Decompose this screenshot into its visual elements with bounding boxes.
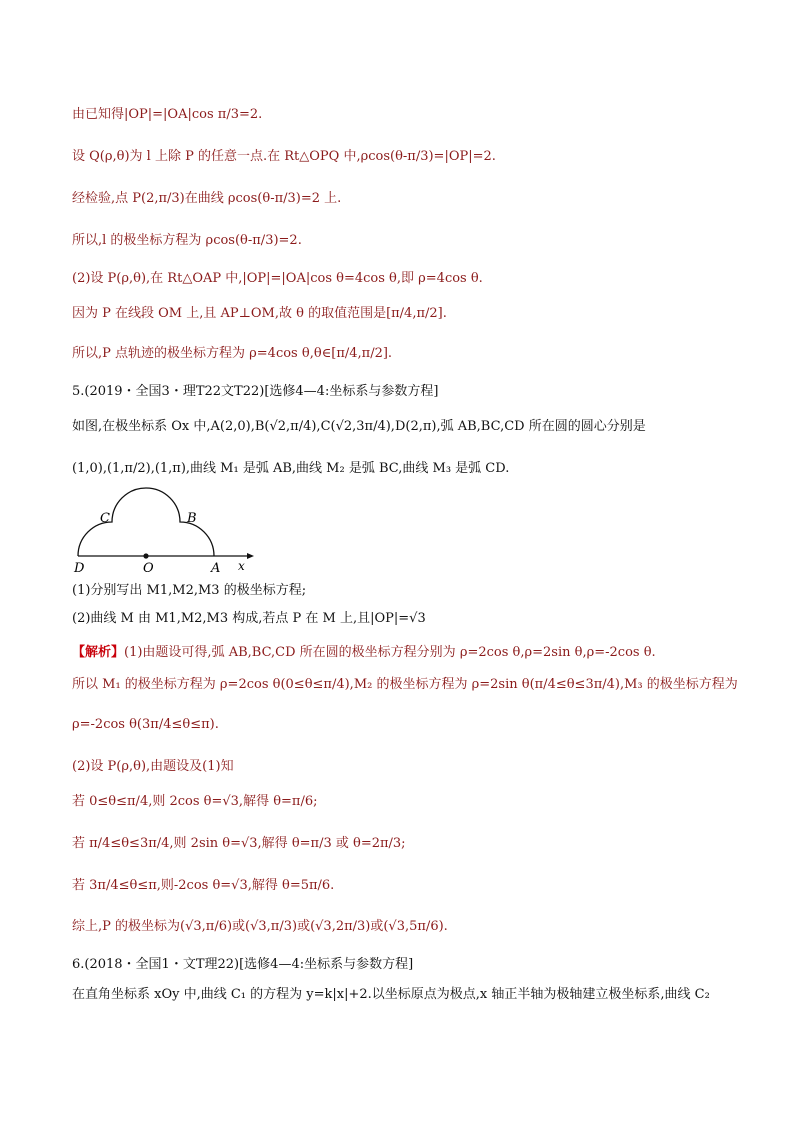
solution-line: 由已知得|OP|=|OA|cos π/3=2.	[72, 107, 263, 122]
label-B: B	[187, 511, 197, 526]
solution-line: 综上,P 的极坐标为(√3,π/6)或(√3,π/3)或(√3,2π/3)或(√3,5π/6).	[72, 919, 448, 934]
problem-statement: 在直角坐标系 xOy 中,曲线 C₁ 的方程为 y=k|x|+2.以坐标原点为极点,x 轴正半轴为极轴建立极坐标系,曲线 C₂	[72, 987, 710, 1002]
problem-statement: 如图,在极坐标系 Ox 中,A(2,0),B(√2,π/4),C(√2,3π/4),D(2,π),弧 AB,BC,CD 所在圆的圆心分别是	[72, 419, 646, 434]
solution-line: (2)设 P(ρ,θ),由题设及(1)知	[72, 759, 234, 774]
solution-line: 因为 P 在线段 OM 上,且 AP⊥OM,故 θ 的取值范围是[π/4,π/2].	[72, 306, 447, 321]
analysis-tag: 【解析】	[72, 645, 125, 660]
solution-line: 所以,P 点轨迹的极坐标方程为 ρ=4cos θ,θ∈[π/4,π/2].	[72, 346, 393, 361]
origin-point	[143, 553, 148, 558]
label-x: x	[238, 559, 245, 573]
solution-line: 所以,l 的极坐标方程为 ρcos(θ-π/3)=2.	[72, 233, 302, 248]
solution-line: 若 0≤θ≤π/4,则 2cos θ=√3,解得 θ=π/6;	[72, 794, 318, 809]
solution-line: 设 Q(ρ,θ)为 l 上除 P 的任意一点.在 Rt△OPQ 中,ρcos(θ-π/3)=|OP|=2.	[72, 149, 496, 164]
curve-diagram	[72, 484, 262, 574]
solution-line: 经检验,点 P(2,π/3)在曲线 ρcos(θ-π/3)=2 上.	[72, 191, 342, 206]
analysis-text: (1)由题设可得,弧 AB,BC,CD 所在圆的极坐标方程分别为 ρ=2cos θ,ρ=2sin θ,ρ=-2cos θ.	[124, 645, 656, 660]
problem-heading: 6.(2018・全国1・文T理22)[选修4—4:坐标系与参数方程]	[72, 957, 414, 972]
question-part: (1)分别写出 M1,M2,M3 的极坐标方程;	[72, 583, 307, 598]
axis-arrow-icon	[247, 553, 254, 559]
solution-line: ρ=-2cos θ(3π/4≤θ≤π).	[72, 717, 219, 732]
solution-line: 所以 M₁ 的极坐标方程为 ρ=2cos θ(0≤θ≤π/4),M₂ 的极坐标方程为 ρ=2sin θ(π/4≤θ≤3π/4),M₃ 的极坐标方程为	[72, 677, 738, 692]
problem-heading: 5.(2019・全国3・理T22文T22)[选修4—4:坐标系与参数方程]	[72, 384, 439, 399]
solution-line: 若 π/4≤θ≤3π/4,则 2sin θ=√3,解得 θ=π/3 或 θ=2π/3;	[72, 836, 406, 851]
problem-statement: (1,0),(1,π/2),(1,π),曲线 M₁ 是弧 AB,曲线 M₂ 是弧 BC,曲线 M₃ 是弧 CD.	[72, 461, 510, 476]
label-C: C	[100, 511, 110, 526]
solution-line: 若 3π/4≤θ≤π,则-2cos θ=√3,解得 θ=5π/6.	[72, 878, 335, 893]
question-part: (2)曲线 M 由 M1,M2,M3 构成,若点 P 在 M 上,且|OP|=√3	[72, 611, 426, 626]
label-D: D	[74, 561, 85, 574]
analysis-line	[72, 644, 656, 662]
solution-line: (2)设 P(ρ,θ),在 Rt△OAP 中,|OP|=|OA|cos θ=4cos θ,即 ρ=4cos θ.	[72, 271, 483, 286]
polar-curve-figure	[72, 484, 262, 574]
label-O: O	[143, 561, 154, 574]
label-A: A	[211, 561, 221, 574]
